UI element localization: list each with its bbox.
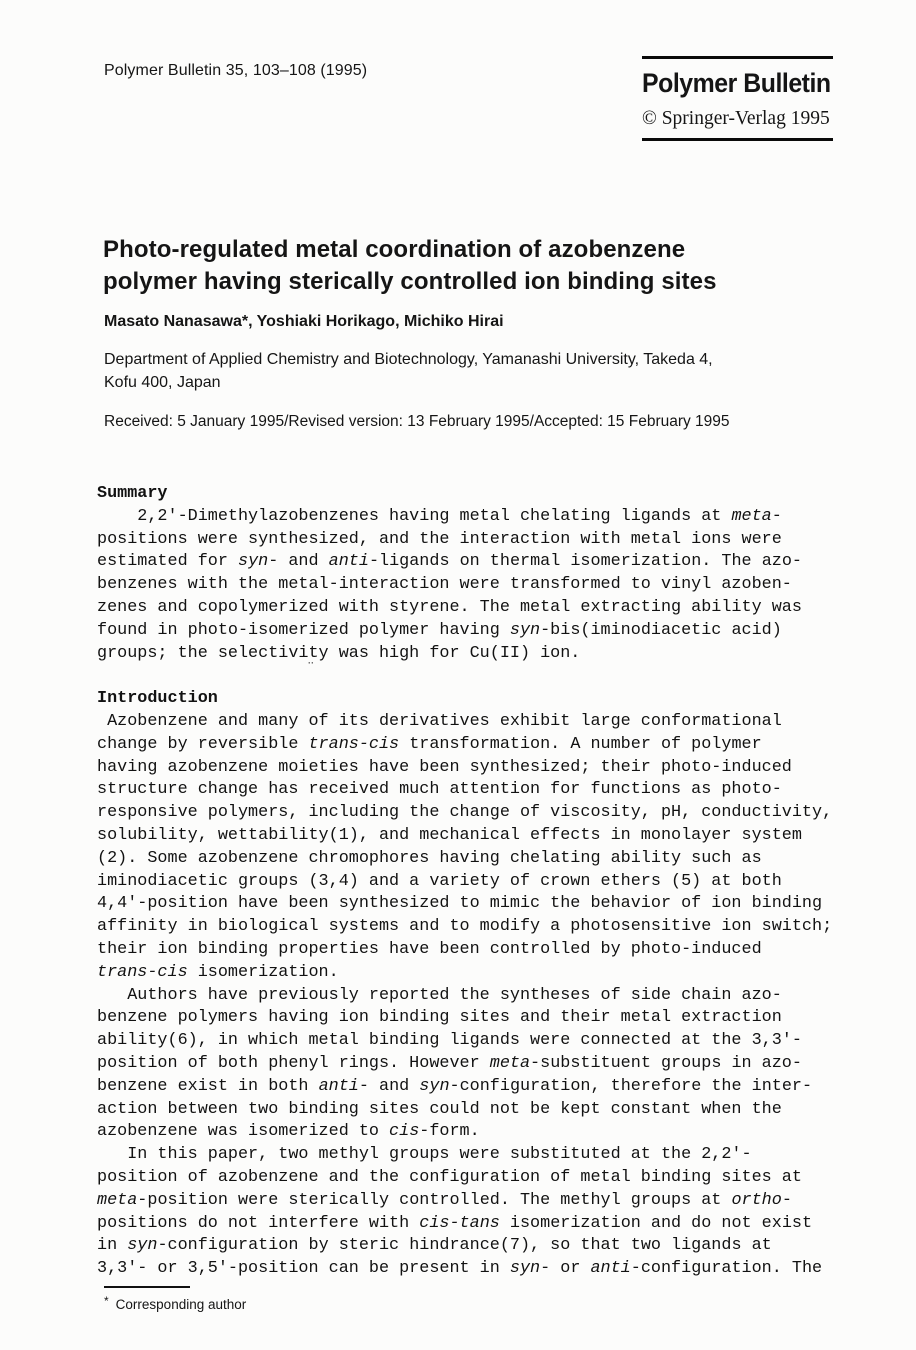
section-heading: Summary xyxy=(97,484,168,503)
paragraph xyxy=(97,711,877,985)
body-line: estimated for syn- and anti-ligands on thermal isomerization. The azo- xyxy=(97,552,802,572)
title-line: polymer having sterically controlled ion binding sites xyxy=(103,268,717,295)
body-line: In this paper, two methyl groups were substituted at the 2,2'- xyxy=(97,1145,752,1165)
paragraph xyxy=(97,1144,877,1281)
body-line: Authors have previously reported the syntheses of side chain azo- xyxy=(97,985,782,1005)
body-line: change by reversible trans-cis transformation. A number of polymer xyxy=(97,734,762,754)
logo-rule-top xyxy=(642,56,833,59)
body-line: responsive polymers, including the change of viscosity, pH, conductivity, xyxy=(97,803,833,823)
body-line: iminodiacetic groups (3,4) and a variety of crown ethers (5) at both xyxy=(97,871,782,891)
body-line: 3,3'- or 3,5'-position can be present in syn- or anti-configuration. The xyxy=(97,1259,823,1279)
body-line: benzene exist in both anti- and syn-configuration, therefore the inter- xyxy=(97,1076,813,1096)
body-line: ability(6), in which metal binding ligands were connected at the 3,3'- xyxy=(97,1031,802,1051)
body-line: azobenzene was isomerized to cis-form. xyxy=(97,1122,480,1142)
journal-logo-title: Polymer Bulletin xyxy=(642,68,831,98)
journal-logo-block xyxy=(642,56,833,141)
body-line: trans-cis isomerization. xyxy=(97,962,339,982)
scan-artifact: ¨ xyxy=(306,660,316,678)
body-line: zenes and copolymerized with styrene. The metal extracting ability was xyxy=(97,597,802,617)
footnote-text: Corresponding author xyxy=(115,1297,247,1312)
section-heading: Introduction xyxy=(97,689,218,709)
footnote-marker: * xyxy=(104,1294,109,1308)
article-title xyxy=(103,234,717,298)
journal-citation: Polymer Bulletin 35, 103–108 (1995) xyxy=(104,62,368,79)
authors-line: Masato Nanasawa*, Yoshiaki Horikago, Michiko Hirai xyxy=(104,313,504,330)
affiliation-line: Department of Applied Chemistry and Biotechnology, Yamanashi University, Takeda 4, xyxy=(104,351,713,368)
body-line: position of both phenyl rings. However meta-substituent groups in azo- xyxy=(97,1053,802,1073)
body-line: benzene polymers having ion binding sites and their metal extraction xyxy=(97,1008,782,1028)
paragraph xyxy=(97,985,877,1145)
section-summary xyxy=(97,483,877,665)
section-introduction xyxy=(97,688,877,1281)
body-line: meta-position were sterically controlled. The methyl groups at ortho- xyxy=(97,1190,792,1210)
footnote xyxy=(104,1293,246,1313)
body-line: structure change has received much attention for functions as photo- xyxy=(97,780,782,800)
footnote-rule xyxy=(104,1286,190,1288)
body-line: in syn-configuration by steric hindrance(7), so that two ligands at xyxy=(97,1236,772,1256)
article-body xyxy=(97,483,877,1281)
body-line: 4,4'-position have been synthesized to mimic the behavior of ion binding xyxy=(97,894,823,914)
received-line: Received: 5 January 1995/Revised version: 13 February 1995/Accepted: 15 February 1995 xyxy=(104,413,730,430)
body-line: (2). Some azobenzene chromophores having chelating ability such as xyxy=(97,848,762,868)
body-line: action between two binding sites could not be kept constant when the xyxy=(97,1099,782,1119)
body-line: positions do not interfere with cis-tans isomerization and do not exist xyxy=(97,1213,813,1233)
paragraph xyxy=(97,506,877,666)
body-line: 2,2'-Dimethylazobenzenes having metal chelating ligands at meta- xyxy=(97,506,782,526)
copyright-line: © Springer-Verlag 1995 xyxy=(642,108,830,129)
body-line: position of azobenzene and the configuration of metal binding sites at xyxy=(97,1167,802,1187)
body-line: Azobenzene and many of its derivatives exhibit large conformational xyxy=(97,711,782,731)
body-line: having azobenzene moieties have been synthesized; their photo-induced xyxy=(97,757,792,777)
logo-rule-bottom xyxy=(642,138,833,141)
body-line: affinity in biological systems and to modify a photosensitive ion switch; xyxy=(97,917,833,937)
body-line: groups; the selectivity was high for Cu(II) ion. xyxy=(97,643,581,663)
body-line: positions were synthesized, and the interaction with metal ions were xyxy=(97,529,782,549)
title-line: Photo-regulated metal coordination of azobenzene xyxy=(103,236,686,263)
body-line: solubility, wettability(1), and mechanical effects in monolayer system xyxy=(97,825,802,845)
body-line: benzenes with the metal-interaction were transformed to vinyl azoben- xyxy=(97,575,792,595)
affiliation xyxy=(104,348,713,394)
affiliation-line: Kofu 400, Japan xyxy=(104,374,221,391)
body-line: their ion binding properties have been controlled by photo-induced xyxy=(97,939,762,959)
body-line: found in photo-isomerized polymer having syn-bis(iminodiacetic acid) xyxy=(97,620,782,640)
